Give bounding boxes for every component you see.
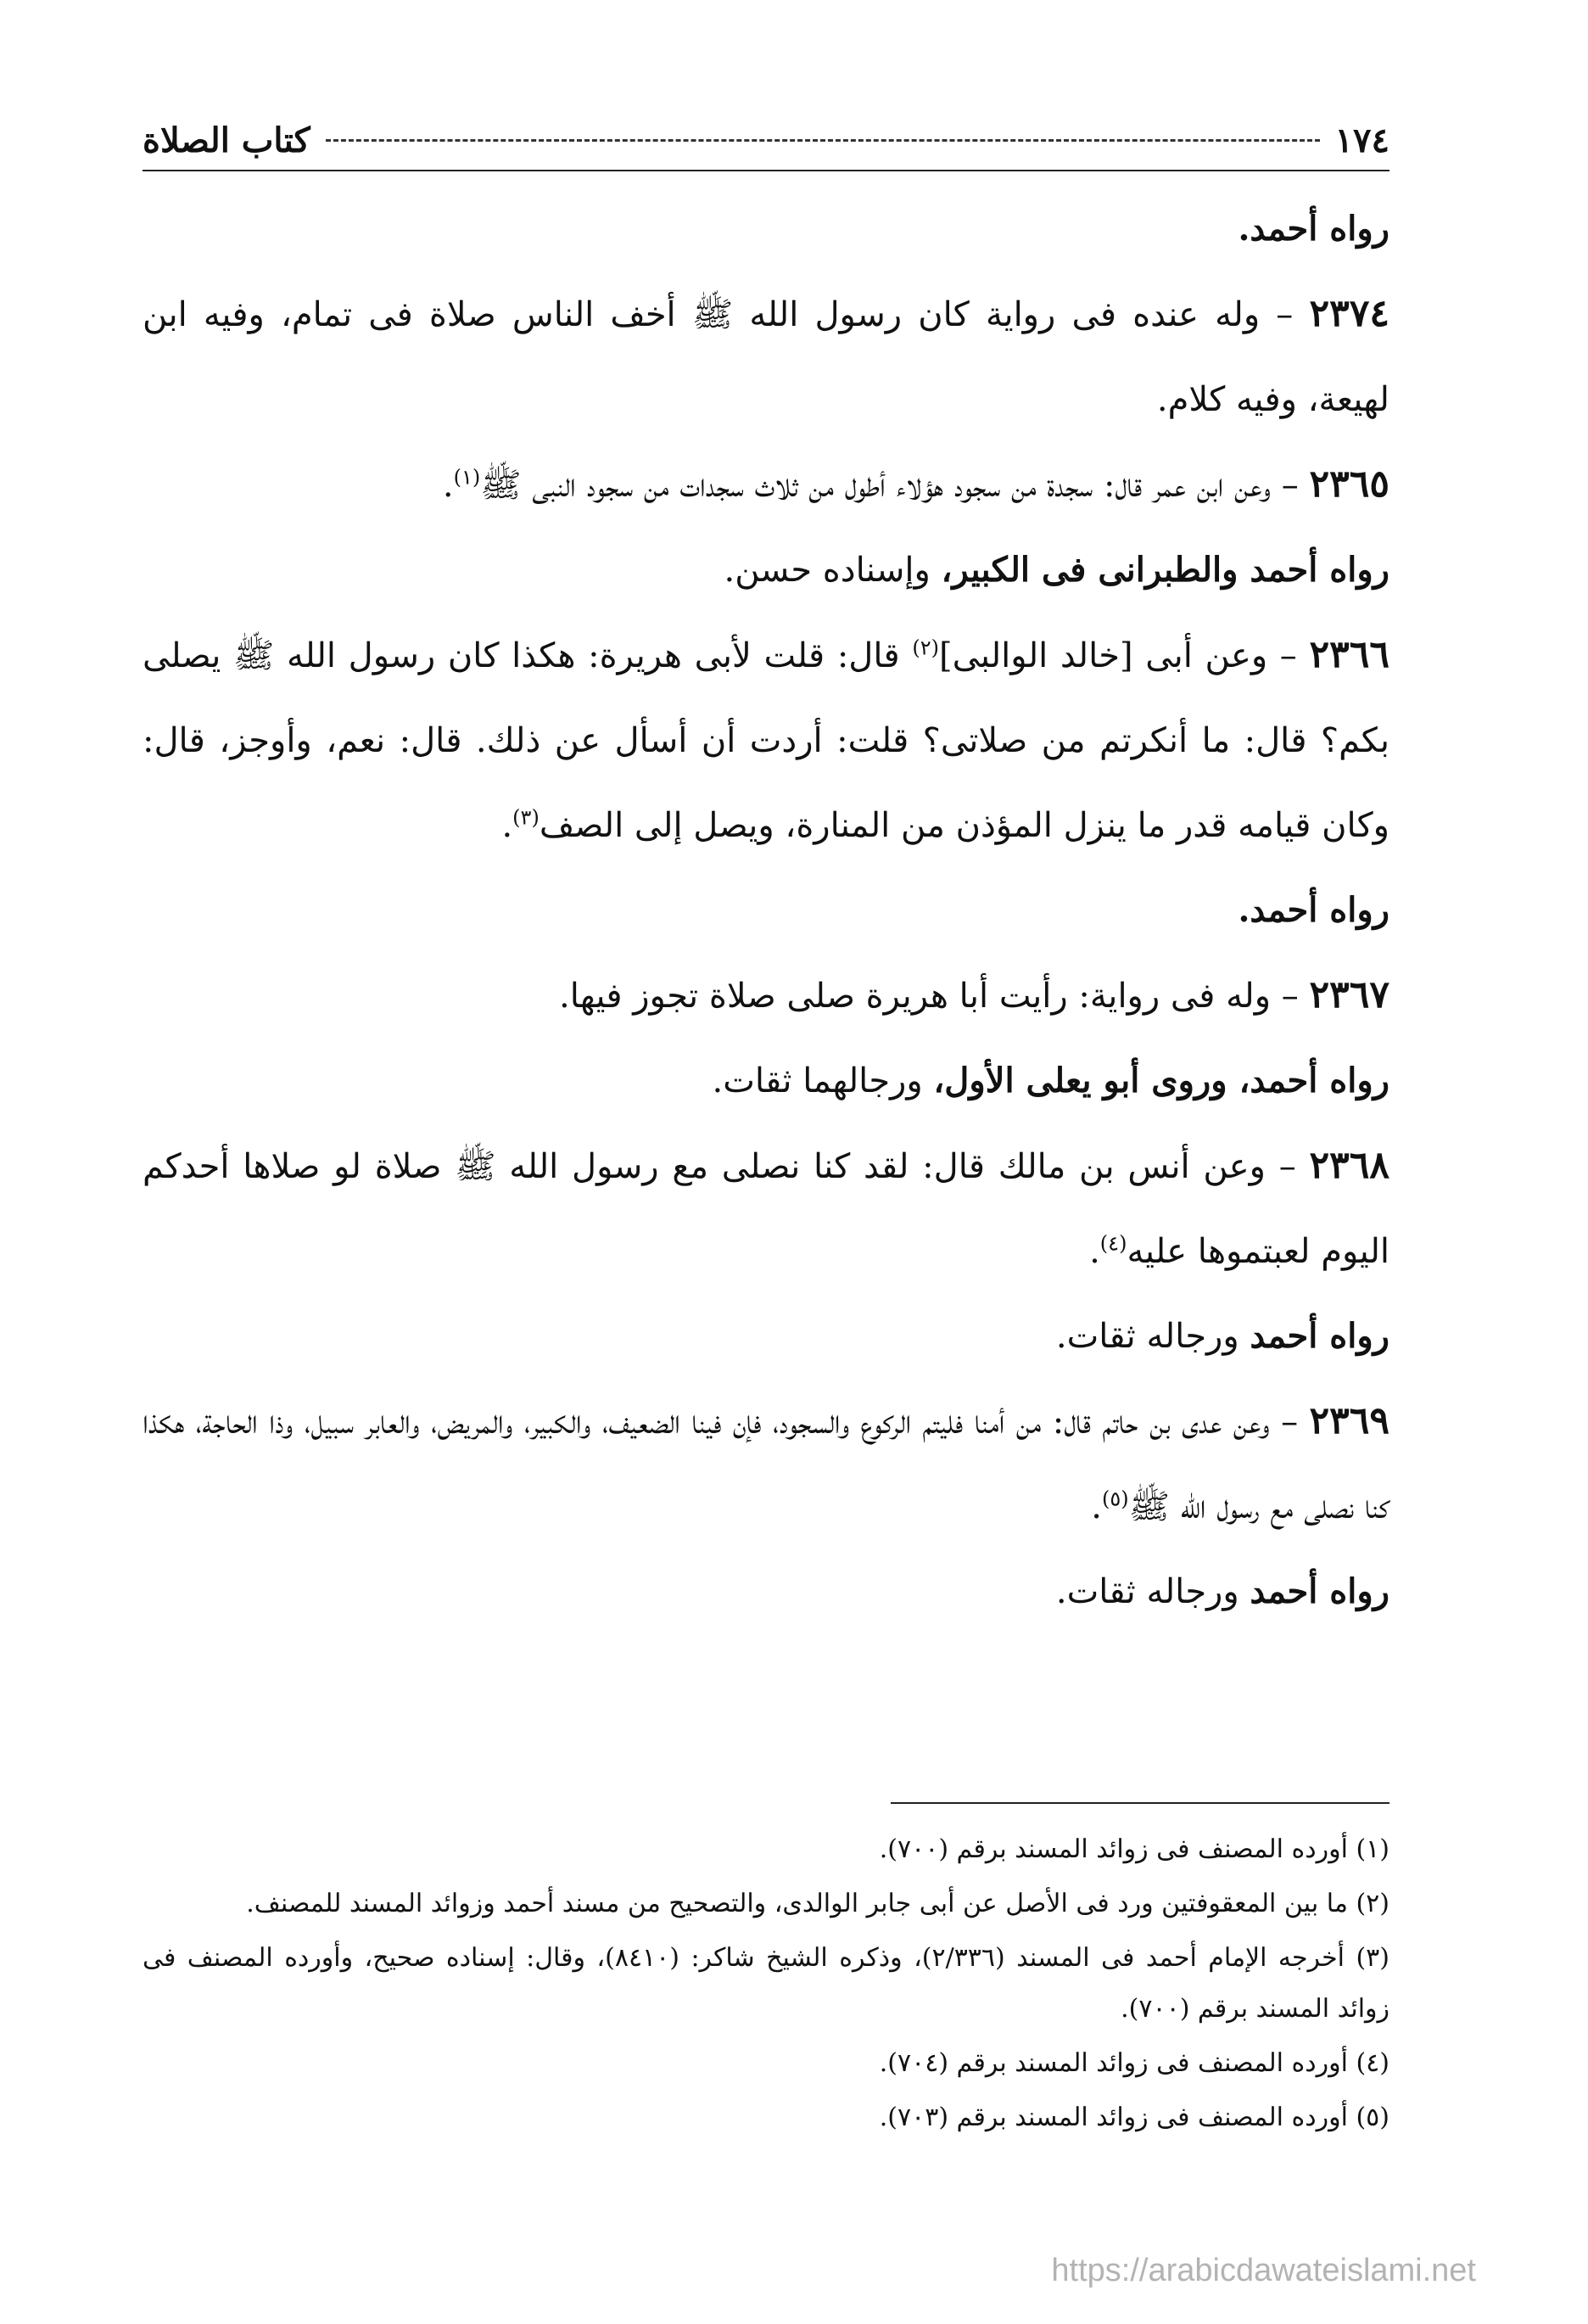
footnotes xyxy=(143,1824,1390,2147)
source-line: رواه أحمد، وروى أبو يعلى الأول، ورجالهما ثقات. xyxy=(712,1061,1390,1100)
source-line: رواه أحمد. xyxy=(1238,890,1390,930)
footnote-ref[interactable]: (٥) xyxy=(1101,1487,1129,1511)
hadith-2369: ٢٣٦٩ – وعن عدى بن حاتم قال: من أمنا فليتم الركوع والسجود، فإن فينا الضعيف، والكبير، والمريض، والعابر سبيل، وذا الحاجة، هكذا كنا نصلى مع رسول الله ﷺ$^{(٥)}$. xyxy=(143,1399,1390,1526)
page-header xyxy=(143,110,1390,171)
hadith-text: – وعن ابن عمر قال: سجدة من سجود هؤلاء أطول من ثلاث سجدات من سجود النبى ﷺ xyxy=(480,466,1310,505)
footnote-4: (٤) أورده المصنف فى زوائد المسند برقم (٧٠٤). xyxy=(879,2048,1390,2078)
footnote-ref[interactable]: (١) xyxy=(453,465,481,490)
header-dashes xyxy=(326,139,1320,142)
source-line: رواه أحمد والطبرانى فى الكبير، وإسناده حسن. xyxy=(724,550,1390,590)
footnote-2: (٢) ما بين المعقوفتين ورد فى الأصل عن أبى جابر الوالدى، والتصحيح من مسند أحمد وزوائد المسند للمصنف. xyxy=(246,1889,1390,1918)
footnote-ref[interactable]: (٤) xyxy=(1099,1231,1127,1256)
hadith-number: ٢٣٦٥ xyxy=(1309,462,1390,506)
source-line: رواه أحمد. xyxy=(1238,209,1390,249)
hadith-text: – وعن عدى بن حاتم قال: من أمنا فليتم الركوع والسجود، فإن فينا الضعيف، والكبير، والمريض، والعابر سبيل، وذا الحاجة، هكذا كنا نصلى مع رسول الله ﷺ xyxy=(143,1403,1390,1526)
hadith-2367 xyxy=(143,953,1390,1039)
page-number: ١٧٤ xyxy=(1334,120,1390,160)
footnote-divider xyxy=(891,1802,1390,1804)
hadith-number: ٢٣٦٧ xyxy=(1309,973,1390,1016)
hadith-number: ٢٣٧٤ xyxy=(1309,292,1390,335)
hadith-number: ٢٣٦٨ xyxy=(1309,1144,1390,1187)
hadith-text: قال: قلت لأبى هريرة: هكذا كان رسول الله ﷺ يصلى بكم؟ قال: ما أنكرتم من صلاتى؟ قلت: أردت أن أسأل عن ذلك. قال: نعم، وأوجز، قال: وكان قيامه قدر ما ينزل المؤذن من المنارة، ويصل إلى الصف xyxy=(143,636,1390,845)
footnote-1: (١) أورده المصنف فى زوائد المسند برقم (٧٠٠). xyxy=(879,1834,1390,1864)
footnote-3: (٣) أخرجه الإمام أحمد فى المسند (٢/٣٣٦)، وذكره الشيخ شاكر: (٨٤١٠)، وقال: إسناده صحيح، وأورده المصنف فى زوائد المسند برقم (٧٠٠). xyxy=(143,1943,1390,2024)
hadith-number: ٢٣٦٩ xyxy=(1309,1399,1390,1442)
footnote-ref[interactable]: (٢) xyxy=(912,636,939,660)
hadith-text: – وله عنده فى رواية كان رسول الله ﷺ أخف الناس صلاة فى تمام، وفيه ابن لهيعة، وفيه كلام. xyxy=(143,295,1390,419)
watermark-url: https://arabicdawateislami.net xyxy=(1051,2253,1476,2288)
hadith-2368: ٢٣٦٨ – وعن أنس بن مالك قال: لقد كنا نصلى مع رسول الله ﷺ صلاة لو صلاها أحدكم اليوم لعبتموها عليه$^{(٤)}$. xyxy=(143,1144,1390,1271)
hadith-text: – وله فى رواية: رأيت أبا هريرة صلى صلاة تجوز فيها. xyxy=(558,977,1310,1016)
source-line: رواه أحمد ورجاله ثقات. xyxy=(1055,1571,1390,1611)
book-title: كتاب الصلاة xyxy=(143,120,310,160)
hadith-2374 xyxy=(143,272,1390,442)
footnote-ref[interactable]: (٣) xyxy=(512,805,540,830)
hadith-text: – وعن أنس بن مالك قال: لقد كنا نصلى مع رسول الله ﷺ صلاة لو صلاها أحدكم اليوم لعبتموها عليه xyxy=(143,1147,1390,1271)
hadith-number: ٢٣٦٦ xyxy=(1309,633,1390,676)
footnote-5: (٥) أورده المصنف فى زوائد المسند برقم (٧٠٣). xyxy=(879,2103,1390,2132)
main-text xyxy=(143,187,1390,1634)
source-line: رواه أحمد ورجاله ثقات. xyxy=(1055,1316,1390,1356)
hadith-2365: ٢٣٦٥ – وعن ابن عمر قال: سجدة من سجود هؤلاء أطول من ثلاث سجدات من سجود النبى ﷺ$^{(١)}$. xyxy=(442,462,1390,506)
hadith-text: – وعن أبى [خالد الوالبى] xyxy=(938,636,1310,675)
hadith-2366: ٢٣٦٦ – وعن أبى [خالد الوالبى]$^{(٢)}$ قال: قلت لأبى هريرة: هكذا كان رسول الله ﷺ يصلى بكم؟ قال: ما أنكرتم من صلاتى؟ قلت: أردت أن أسأل عن ذلك. قال: نعم، وأوجز، قال: وكان قيامه قدر ما ينزل المؤذن من المنارة، ويصل إلى الصف$^{(٣)}$. xyxy=(143,633,1390,845)
